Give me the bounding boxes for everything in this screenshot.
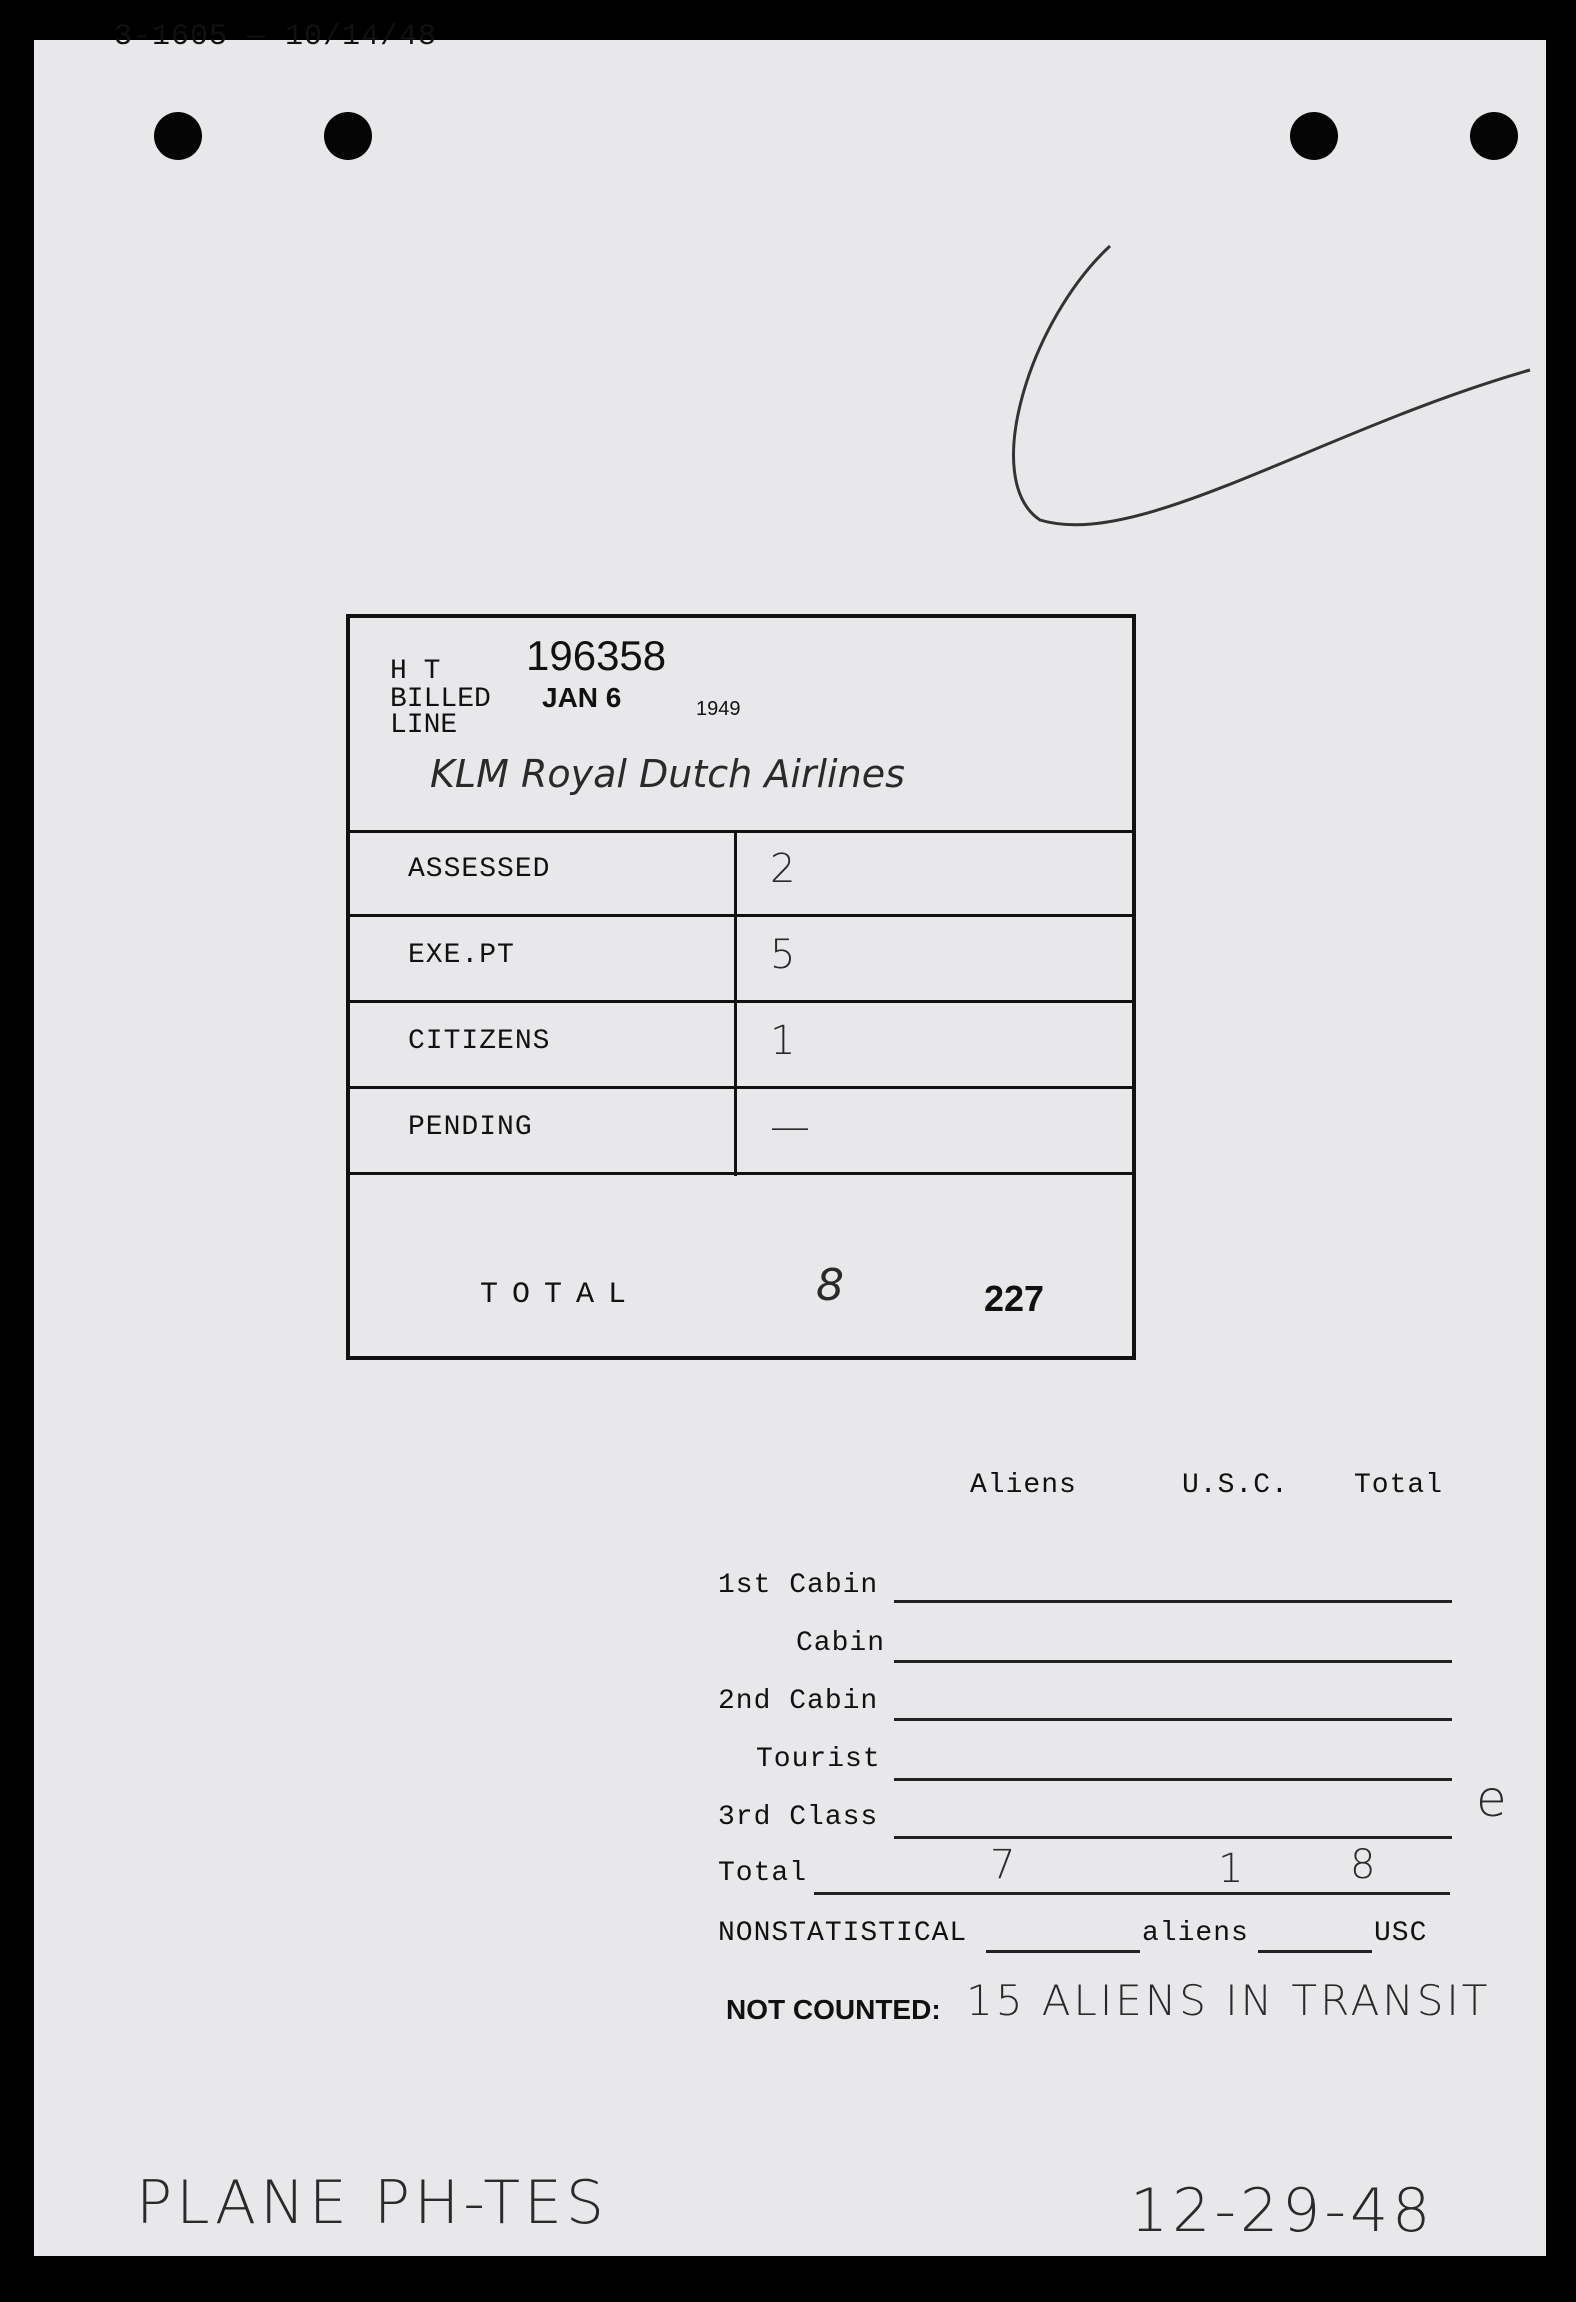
stat-row-label: 3rd Class	[718, 1802, 879, 1833]
total-total-value: 8	[1350, 1842, 1376, 1888]
row-value: 1	[770, 1018, 796, 1064]
column-header-usc: U.S.C.	[1182, 1470, 1289, 1501]
total-usc-value: 1	[1218, 1846, 1244, 1892]
row-assessed	[350, 830, 1132, 917]
line-handwritten: KLM Royal Dutch Airlines	[430, 752, 905, 796]
billed-label: BILLED	[390, 684, 491, 715]
total-number-stamp: 227	[984, 1278, 1045, 1319]
nonstatistical-usc-label: USC	[1374, 1918, 1428, 1949]
row-value: 5	[770, 932, 796, 978]
row-label: ASSESSED	[408, 854, 551, 885]
nonstatistical-label: NONSTATISTICAL	[718, 1918, 968, 1949]
row-label: CITIZENS	[408, 1026, 551, 1057]
ht-number: 196358	[526, 632, 667, 679]
fill-line	[894, 1718, 1452, 1721]
punch-hole	[324, 112, 372, 160]
stat-row-label: Cabin	[796, 1628, 886, 1659]
not-counted-stamp: NOT COUNTED:	[726, 1994, 941, 2025]
row-exempt	[350, 916, 1132, 1003]
line-label: LINE	[390, 710, 458, 741]
form-number: 3-1605 — 10/14/48	[114, 20, 438, 54]
row-label: PENDING	[408, 1112, 533, 1143]
fill-line	[1258, 1950, 1372, 1953]
card-header	[350, 618, 1132, 833]
margin-mark: e	[1476, 1770, 1507, 1828]
row-label: EXE.PT	[408, 940, 515, 971]
fill-line	[894, 1778, 1452, 1781]
billed-year-stamp: 1949	[696, 698, 741, 720]
not-counted-note: 15 ALIENS IN TRANSIT	[966, 1976, 1491, 2025]
stat-row-label: 2nd Cabin	[718, 1686, 879, 1717]
punch-hole	[1290, 112, 1338, 160]
stat-total-label: Total	[718, 1858, 808, 1889]
fill-line	[986, 1950, 1140, 1953]
stat-row-label: Tourist	[756, 1744, 881, 1775]
fill-line	[814, 1892, 1450, 1895]
stat-row-label: 1st Cabin	[718, 1570, 879, 1601]
billed-date-stamp: JAN 6	[542, 682, 622, 713]
plane-note: PLANE PH-TES	[136, 2168, 608, 2238]
punch-hole	[154, 112, 202, 160]
row-citizens	[350, 1002, 1132, 1089]
nonstatistical-aliens-label: aliens	[1142, 1918, 1249, 1949]
total-aliens-value: 7	[990, 1842, 1016, 1888]
pen-stroke-mark	[990, 230, 1550, 550]
column-divider	[734, 830, 737, 1176]
total-label: TOTAL	[480, 1278, 641, 1312]
head-tax-card	[346, 614, 1136, 1360]
total-value: 8	[816, 1260, 844, 1311]
ht-label: H T	[390, 656, 441, 687]
row-value: 2	[770, 846, 796, 892]
column-header-aliens: Aliens	[970, 1470, 1077, 1501]
date-note: 12-29-48	[1130, 2176, 1435, 2246]
row-value: —	[770, 1104, 810, 1150]
fill-line	[894, 1660, 1452, 1663]
fill-line	[894, 1600, 1452, 1603]
column-header-total: Total	[1354, 1470, 1444, 1501]
row-pending	[350, 1088, 1132, 1175]
fill-line	[894, 1836, 1452, 1839]
punch-hole	[1470, 112, 1518, 160]
